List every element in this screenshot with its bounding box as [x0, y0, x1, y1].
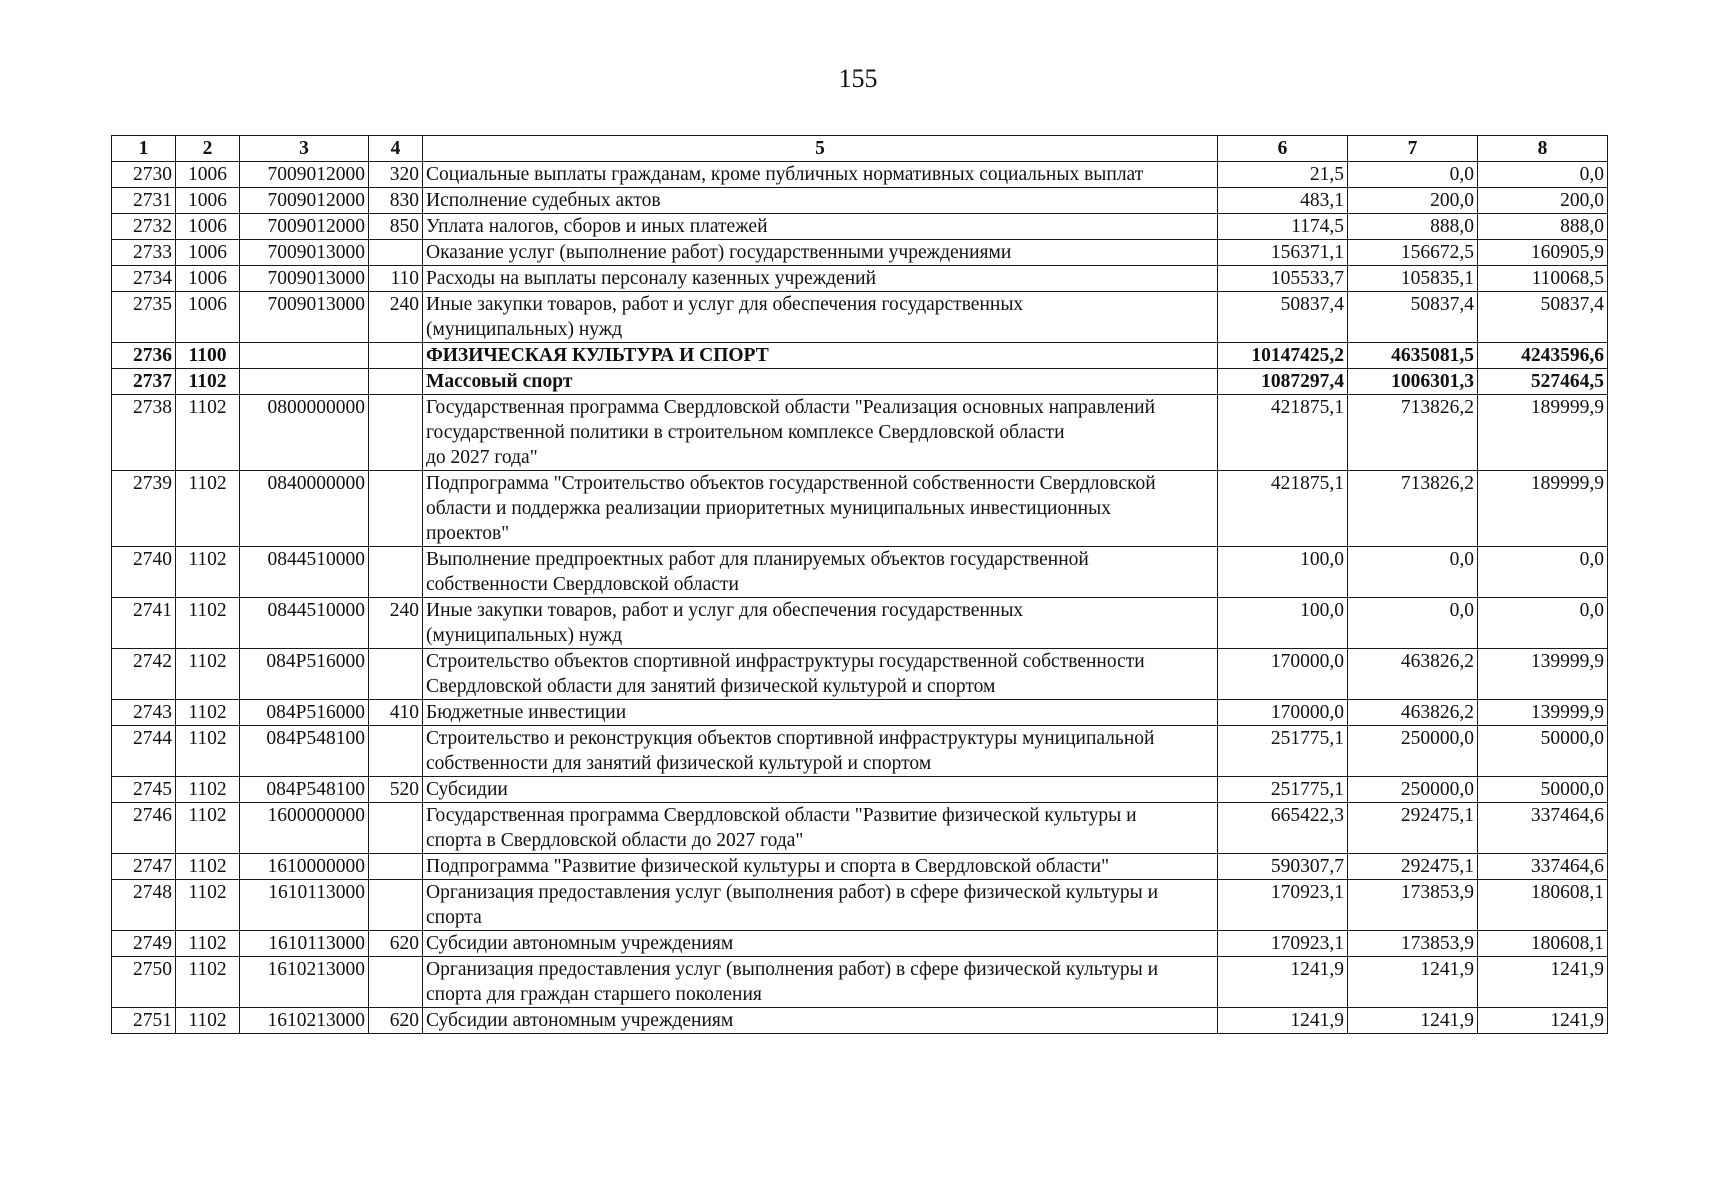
row-number-cell: 2747 — [112, 854, 176, 880]
amount-col-8-cell: 200,0 — [1478, 188, 1608, 214]
table-row — [112, 880, 1608, 931]
header-col-7: 7 — [1348, 136, 1478, 162]
table-row — [112, 395, 1608, 471]
amount-col-6-cell: 156371,1 — [1218, 240, 1348, 266]
row-number-cell: 2733 — [112, 240, 176, 266]
table-row — [112, 266, 1608, 292]
amount-col-6-cell: 21,5 — [1218, 162, 1348, 188]
table-row — [112, 547, 1608, 598]
section-code-cell: 1102 — [176, 957, 240, 1008]
target-code-cell: 084P516000 — [240, 700, 369, 726]
item-name-cell: Оказание услуг (выполнение работ) государственными учреждениями — [423, 240, 1218, 266]
target-code-cell: 7009013000 — [240, 292, 369, 343]
row-number-cell: 2730 — [112, 162, 176, 188]
amount-col-6-cell: 50837,4 — [1218, 292, 1348, 343]
header-col-2: 2 — [176, 136, 240, 162]
table-row — [112, 854, 1608, 880]
expense-type-cell — [369, 547, 423, 598]
section-code-cell: 1102 — [176, 931, 240, 957]
amount-col-7-cell: 173853,9 — [1348, 931, 1478, 957]
amount-col-6-cell: 105533,7 — [1218, 266, 1348, 292]
expense-type-cell: 240 — [369, 598, 423, 649]
item-name-cell: Уплата налогов, сборов и иных платежей — [423, 214, 1218, 240]
item-name-cell: Выполнение предпроектных работ для планируемых объектов государственной собственности Свердловской области — [423, 547, 1218, 598]
amount-col-8-cell: 189999,9 — [1478, 471, 1608, 547]
amount-col-6-cell: 421875,1 — [1218, 395, 1348, 471]
item-name-cell: Подпрограмма "Строительство объектов государственной собственности Свердловской области и поддержка реализации приоритетных муниципальных инвестиционных проектов" — [423, 471, 1218, 547]
table-row — [112, 777, 1608, 803]
amount-col-7-cell: 250000,0 — [1348, 726, 1478, 777]
section-code-cell: 1102 — [176, 369, 240, 395]
item-name-cell: ФИЗИЧЕСКАЯ КУЛЬТУРА И СПОРТ — [423, 343, 1218, 369]
target-code-cell: 1610000000 — [240, 854, 369, 880]
item-name-cell: Подпрограмма "Развитие физической культуры и спорта в Свердловской области" — [423, 854, 1218, 880]
row-number-cell: 2741 — [112, 598, 176, 649]
table-row — [112, 700, 1608, 726]
amount-col-8-cell: 337464,6 — [1478, 854, 1608, 880]
amount-col-8-cell: 527464,5 — [1478, 369, 1608, 395]
section-code-cell: 1006 — [176, 266, 240, 292]
table-row — [112, 726, 1608, 777]
target-code-cell: 1610113000 — [240, 880, 369, 931]
amount-col-6-cell: 10147425,2 — [1218, 343, 1348, 369]
item-name-cell: Субсидии — [423, 777, 1218, 803]
row-number-cell: 2732 — [112, 214, 176, 240]
row-number-cell: 2739 — [112, 471, 176, 547]
expense-type-cell: 320 — [369, 162, 423, 188]
expense-type-cell — [369, 343, 423, 369]
header-col-4: 4 — [369, 136, 423, 162]
amount-col-7-cell: 173853,9 — [1348, 880, 1478, 931]
target-code-cell: 7009013000 — [240, 240, 369, 266]
expense-type-cell: 850 — [369, 214, 423, 240]
table-row — [112, 369, 1608, 395]
section-code-cell: 1102 — [176, 880, 240, 931]
table-row — [112, 292, 1608, 343]
expense-type-cell — [369, 803, 423, 854]
amount-col-8-cell: 1241,9 — [1478, 1008, 1608, 1034]
item-name-cell: Организация предоставления услуг (выполнения работ) в сфере физической культуры и спорта для граждан старшего поколения — [423, 957, 1218, 1008]
amount-col-7-cell: 1241,9 — [1348, 1008, 1478, 1034]
table-row — [112, 931, 1608, 957]
amount-col-8-cell: 180608,1 — [1478, 931, 1608, 957]
table-row — [112, 188, 1608, 214]
target-code-cell: 0840000000 — [240, 471, 369, 547]
section-code-cell: 1102 — [176, 649, 240, 700]
section-code-cell: 1102 — [176, 726, 240, 777]
expense-type-cell: 110 — [369, 266, 423, 292]
section-code-cell: 1102 — [176, 395, 240, 471]
target-code-cell: 0844510000 — [240, 598, 369, 649]
header-col-5: 5 — [423, 136, 1218, 162]
item-name-cell: Государственная программа Свердловской области "Развитие физической культуры и спорта в Свердловской области до 2027 года" — [423, 803, 1218, 854]
item-name-cell: Социальные выплаты гражданам, кроме публичных нормативных социальных выплат — [423, 162, 1218, 188]
table-body — [112, 162, 1608, 1034]
amount-col-8-cell: 180608,1 — [1478, 880, 1608, 931]
amount-col-8-cell: 110068,5 — [1478, 266, 1608, 292]
table-row — [112, 957, 1608, 1008]
header-col-8: 8 — [1478, 136, 1608, 162]
section-code-cell: 1102 — [176, 471, 240, 547]
budget-table — [111, 135, 1608, 1034]
item-name-cell: Субсидии автономным учреждениям — [423, 1008, 1218, 1034]
header-row — [112, 136, 1608, 162]
section-code-cell: 1102 — [176, 547, 240, 598]
section-code-cell: 1006 — [176, 188, 240, 214]
amount-col-8-cell: 888,0 — [1478, 214, 1608, 240]
target-code-cell: 084P548100 — [240, 726, 369, 777]
amount-col-8-cell: 139999,9 — [1478, 700, 1608, 726]
amount-col-7-cell: 292475,1 — [1348, 803, 1478, 854]
target-code-cell: 1600000000 — [240, 803, 369, 854]
amount-col-6-cell: 1087297,4 — [1218, 369, 1348, 395]
amount-col-7-cell: 713826,2 — [1348, 395, 1478, 471]
item-name-cell: Иные закупки товаров, работ и услуг для обеспечения государственных (муниципальных) нужд — [423, 598, 1218, 649]
item-name-cell: Строительство объектов спортивной инфраструктуры государственной собственности Свердловской области для занятий физической культурой и спортом — [423, 649, 1218, 700]
expense-type-cell — [369, 369, 423, 395]
item-name-cell: Строительство и реконструкция объектов спортивной инфраструктуры муниципальной собственности для занятий физической культурой и спортом — [423, 726, 1218, 777]
amount-col-7-cell: 713826,2 — [1348, 471, 1478, 547]
amount-col-6-cell: 170000,0 — [1218, 700, 1348, 726]
amount-col-6-cell: 665422,3 — [1218, 803, 1348, 854]
amount-col-8-cell: 1241,9 — [1478, 957, 1608, 1008]
row-number-cell: 2750 — [112, 957, 176, 1008]
row-number-cell: 2744 — [112, 726, 176, 777]
amount-col-6-cell: 170923,1 — [1218, 880, 1348, 931]
amount-col-6-cell: 251775,1 — [1218, 726, 1348, 777]
amount-col-7-cell: 1006301,3 — [1348, 369, 1478, 395]
expense-type-cell — [369, 854, 423, 880]
amount-col-6-cell: 1174,5 — [1218, 214, 1348, 240]
amount-col-6-cell: 170923,1 — [1218, 931, 1348, 957]
item-name-cell: Исполнение судебных актов — [423, 188, 1218, 214]
amount-col-8-cell: 50837,4 — [1478, 292, 1608, 343]
row-number-cell: 2731 — [112, 188, 176, 214]
row-number-cell: 2745 — [112, 777, 176, 803]
section-code-cell: 1102 — [176, 598, 240, 649]
target-code-cell: 084P516000 — [240, 649, 369, 700]
section-code-cell: 1102 — [176, 1008, 240, 1034]
target-code-cell — [240, 343, 369, 369]
table-row — [112, 214, 1608, 240]
row-number-cell: 2748 — [112, 880, 176, 931]
table-row — [112, 162, 1608, 188]
amount-col-7-cell: 250000,0 — [1348, 777, 1478, 803]
target-code-cell: 7009012000 — [240, 162, 369, 188]
amount-col-8-cell: 337464,6 — [1478, 803, 1608, 854]
amount-col-8-cell: 4243596,6 — [1478, 343, 1608, 369]
amount-col-7-cell: 463826,2 — [1348, 649, 1478, 700]
table-header — [112, 136, 1608, 162]
table-row — [112, 240, 1608, 266]
target-code-cell — [240, 369, 369, 395]
amount-col-7-cell: 50837,4 — [1348, 292, 1478, 343]
expense-type-cell: 830 — [369, 188, 423, 214]
section-code-cell: 1100 — [176, 343, 240, 369]
amount-col-7-cell: 0,0 — [1348, 598, 1478, 649]
target-code-cell: 1610213000 — [240, 957, 369, 1008]
row-number-cell: 2738 — [112, 395, 176, 471]
amount-col-7-cell: 463826,2 — [1348, 700, 1478, 726]
expense-type-cell — [369, 395, 423, 471]
section-code-cell: 1102 — [176, 854, 240, 880]
header-col-3: 3 — [240, 136, 369, 162]
page-number: 155 — [838, 64, 878, 93]
amount-col-6-cell: 170000,0 — [1218, 649, 1348, 700]
row-number-cell: 2735 — [112, 292, 176, 343]
table-row — [112, 1008, 1608, 1034]
expense-type-cell — [369, 471, 423, 547]
row-number-cell: 2743 — [112, 700, 176, 726]
target-code-cell: 7009012000 — [240, 214, 369, 240]
amount-col-6-cell: 100,0 — [1218, 547, 1348, 598]
amount-col-8-cell: 50000,0 — [1478, 726, 1608, 777]
expense-type-cell — [369, 240, 423, 266]
amount-col-7-cell: 156672,5 — [1348, 240, 1478, 266]
expense-type-cell: 240 — [369, 292, 423, 343]
expense-type-cell: 620 — [369, 931, 423, 957]
table-row — [112, 649, 1608, 700]
amount-col-6-cell: 100,0 — [1218, 598, 1348, 649]
amount-col-7-cell: 200,0 — [1348, 188, 1478, 214]
amount-col-7-cell: 105835,1 — [1348, 266, 1478, 292]
target-code-cell: 7009012000 — [240, 188, 369, 214]
table-row — [112, 343, 1608, 369]
table-row — [112, 471, 1608, 547]
amount-col-6-cell: 1241,9 — [1218, 957, 1348, 1008]
header-col-1: 1 — [112, 136, 176, 162]
item-name-cell: Государственная программа Свердловской области "Реализация основных направлений государственной политики в строительном комплексе Свердловской области до 2027 года" — [423, 395, 1218, 471]
row-number-cell: 2746 — [112, 803, 176, 854]
amount-col-6-cell: 251775,1 — [1218, 777, 1348, 803]
amount-col-7-cell: 4635081,5 — [1348, 343, 1478, 369]
header-col-6: 6 — [1218, 136, 1348, 162]
amount-col-8-cell: 160905,9 — [1478, 240, 1608, 266]
section-code-cell: 1006 — [176, 240, 240, 266]
row-number-cell: 2742 — [112, 649, 176, 700]
amount-col-7-cell: 0,0 — [1348, 162, 1478, 188]
item-name-cell: Субсидии автономным учреждениям — [423, 931, 1218, 957]
amount-col-6-cell: 421875,1 — [1218, 471, 1348, 547]
section-code-cell: 1102 — [176, 777, 240, 803]
target-code-cell: 0800000000 — [240, 395, 369, 471]
amount-col-8-cell: 189999,9 — [1478, 395, 1608, 471]
amount-col-8-cell: 50000,0 — [1478, 777, 1608, 803]
amount-col-6-cell: 590307,7 — [1218, 854, 1348, 880]
expense-type-cell — [369, 726, 423, 777]
row-number-cell: 2737 — [112, 369, 176, 395]
section-code-cell: 1102 — [176, 700, 240, 726]
expense-type-cell: 410 — [369, 700, 423, 726]
table-row — [112, 598, 1608, 649]
expense-type-cell: 620 — [369, 1008, 423, 1034]
section-code-cell: 1006 — [176, 214, 240, 240]
amount-col-8-cell: 139999,9 — [1478, 649, 1608, 700]
section-code-cell: 1102 — [176, 803, 240, 854]
target-code-cell: 7009013000 — [240, 266, 369, 292]
item-name-cell: Массовый спорт — [423, 369, 1218, 395]
table-row — [112, 803, 1608, 854]
target-code-cell: 1610113000 — [240, 931, 369, 957]
amount-col-7-cell: 0,0 — [1348, 547, 1478, 598]
item-name-cell: Бюджетные инвестиции — [423, 700, 1218, 726]
expense-type-cell — [369, 957, 423, 1008]
section-code-cell: 1006 — [176, 292, 240, 343]
row-number-cell: 2740 — [112, 547, 176, 598]
target-code-cell: 084P548100 — [240, 777, 369, 803]
section-code-cell: 1006 — [176, 162, 240, 188]
row-number-cell: 2751 — [112, 1008, 176, 1034]
target-code-cell: 1610213000 — [240, 1008, 369, 1034]
amount-col-6-cell: 483,1 — [1218, 188, 1348, 214]
item-name-cell: Организация предоставления услуг (выполнения работ) в сфере физической культуры и спорта — [423, 880, 1218, 931]
amount-col-6-cell: 1241,9 — [1218, 1008, 1348, 1034]
item-name-cell: Расходы на выплаты персоналу казенных учреждений — [423, 266, 1218, 292]
amount-col-7-cell: 1241,9 — [1348, 957, 1478, 1008]
row-number-cell: 2734 — [112, 266, 176, 292]
expense-type-cell — [369, 880, 423, 931]
row-number-cell: 2749 — [112, 931, 176, 957]
amount-col-7-cell: 888,0 — [1348, 214, 1478, 240]
expense-type-cell: 520 — [369, 777, 423, 803]
row-number-cell: 2736 — [112, 343, 176, 369]
amount-col-8-cell: 0,0 — [1478, 598, 1608, 649]
item-name-cell: Иные закупки товаров, работ и услуг для обеспечения государственных (муниципальных) нужд — [423, 292, 1218, 343]
target-code-cell: 0844510000 — [240, 547, 369, 598]
amount-col-7-cell: 292475,1 — [1348, 854, 1478, 880]
expense-type-cell — [369, 649, 423, 700]
amount-col-8-cell: 0,0 — [1478, 162, 1608, 188]
amount-col-8-cell: 0,0 — [1478, 547, 1608, 598]
